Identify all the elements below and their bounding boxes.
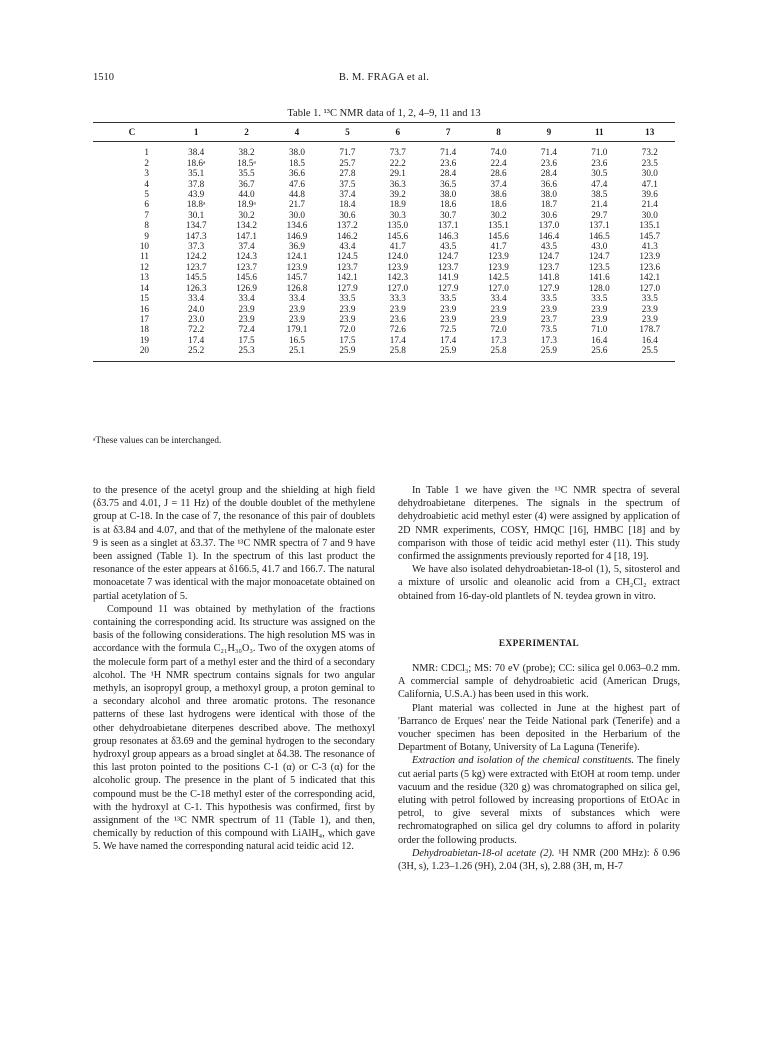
shift-value: 142.5 [488, 272, 509, 283]
carbon-label: 11 [140, 251, 149, 262]
table-caption: Table 1. ¹³C NMR data of 1, 2, 4–9, 11 and 13 [287, 108, 481, 119]
shift-value: 18.6 [440, 199, 457, 210]
carbon-label: 12 [139, 261, 149, 272]
table-row [93, 189, 675, 199]
shift-value: 23.9 [238, 313, 255, 324]
shift-value: 17.3 [540, 334, 557, 345]
paragraph: Compound 11 was obtained by methylation of the fractions containing the corresponding acid. Its structure was assigned on the basis of the following considerations. The high resolution MS was in accordance with the formula C₂₁H₃₀O₃. Two of the oxygen atoms of the molecule form part of a methyl ester and the third of a secondary alcohol. The ¹H NMR spectrum contains signals for two angular methyls, an isopropyl group, a methoxyl group, a proton geminal to a secondary alcohol and three aromatic protons. The resonance patterns of these last hydrogens were identical with those of the other dehydroabietane diterpenes described above. The methoxyl group resonates at δ3.69 and the geminal hydrogen to the secondary hydroxyl group appears as a broad singlet at δ4.38. The resonance of this last proton pointed to the positions C-1 (α) or C-3 (α) for the alcoholic group. The presence in the plant of 5 indicated that this compound must be the C-18 methyl ester of the corresponding acid, with the hydroxyl at C-1. This hypothesis was confirmed, first by assignment of the ¹³C NMR spectrum of 11 (Table 1), and then, chemically by reduction of this compound with LiAlH₄, which gave 5. We have named the corresponding natural acid teidic acid 12. [93, 603, 375, 853]
shift-value: 146.5 [588, 230, 610, 241]
subheading: Extraction and isolation of the chemical constituents. [412, 755, 634, 767]
shift-value: 128.0 [588, 282, 610, 293]
shift-value: 47.1 [641, 178, 658, 189]
shift-value: 35.1 [188, 168, 205, 179]
column-header: 4 [272, 123, 322, 142]
shift-value: 38.4 [188, 147, 205, 158]
shift-value: 137.0 [538, 220, 560, 231]
shift-value: 33.5 [339, 293, 356, 304]
shift-value: 37.3 [188, 241, 205, 252]
carbon-label: 18 [139, 324, 149, 335]
shift-value: 18.9 [389, 199, 406, 210]
shift-value: 126.8 [286, 282, 308, 293]
shift-value: 27.8 [339, 168, 356, 179]
shift-value: 38.5 [591, 189, 608, 200]
shift-value: 73.5 [540, 324, 557, 335]
column-header: 6 [373, 123, 423, 142]
shift-value: 123.9 [488, 251, 509, 262]
shift-value: 17.5 [238, 334, 255, 345]
carbon-label: 1 [144, 147, 149, 158]
table-row [93, 158, 675, 168]
shift-value: 23.9 [641, 303, 658, 314]
shift-value: 127.9 [337, 282, 358, 293]
shift-value: 146.3 [437, 230, 459, 241]
shift-value: 71.7 [339, 147, 356, 158]
shift-value: 23.9 [490, 313, 507, 324]
shift-value: 33.4 [288, 293, 306, 304]
shift-value: 25.7 [339, 157, 356, 168]
shift-value: 25.9 [423, 345, 473, 361]
shift-value: 25.6 [574, 345, 624, 361]
shift-value: 37.4 [490, 178, 507, 189]
shift-value: 25.9 [524, 345, 574, 361]
shift-value: 71.4 [440, 147, 457, 158]
shift-value: 127.9 [538, 282, 560, 293]
shift-value: 135.1 [488, 220, 509, 231]
column-header: 7 [423, 123, 473, 142]
shift-value: 127.0 [639, 282, 661, 293]
column-header: 2 [221, 123, 271, 142]
shift-value: 30.3 [389, 209, 406, 220]
shift-value: 30.7 [440, 209, 457, 220]
shift-value: 124.7 [437, 251, 459, 262]
shift-value: 18.6ᵃ [186, 157, 206, 168]
shift-value: 18.5ᵃ [237, 157, 256, 168]
table-row [93, 314, 675, 324]
shift-value: 142.1 [639, 272, 661, 283]
shift-value: 30.0 [288, 209, 306, 220]
table-row [93, 142, 675, 158]
shift-value: 33.4 [490, 293, 507, 304]
shift-value: 141.9 [437, 272, 459, 283]
shift-value: 38.6 [490, 189, 507, 200]
table-row [93, 335, 675, 345]
shift-value: 23.6 [540, 157, 557, 168]
shift-value: 17.5 [339, 334, 356, 345]
shift-value: 30.1 [188, 209, 205, 220]
shift-value: 23.9 [339, 303, 356, 314]
carbon-label: 9 [144, 230, 149, 241]
shift-value: 36.6 [540, 178, 557, 189]
shift-value: 123.9 [387, 261, 409, 272]
shift-value: 28.6 [490, 168, 507, 179]
shift-value: 47.6 [288, 178, 306, 189]
shift-value: 41.3 [641, 241, 658, 252]
shift-value: 23.9 [540, 303, 557, 314]
shift-value: 23.7 [540, 313, 557, 324]
shift-value: 29.7 [591, 209, 608, 220]
shift-value: 137.2 [337, 220, 358, 231]
shift-value: 17.3 [490, 334, 507, 345]
shift-value: 22.4 [490, 157, 507, 168]
shift-value: 123.9 [639, 251, 661, 262]
shift-value: 72.0 [490, 324, 507, 335]
shift-value: 137.1 [437, 220, 459, 231]
shift-value: 23.9 [389, 303, 406, 314]
table-row [93, 231, 675, 241]
shift-value: 38.0 [440, 189, 457, 200]
shift-value: 21.4 [591, 199, 608, 210]
shift-value: 145.6 [387, 230, 409, 241]
subheading: Dehydroabietan-18-ol acetate (2). [412, 847, 555, 859]
paragraph [398, 847, 680, 873]
shift-value: 18.8ᵃ [186, 199, 206, 210]
table-row [93, 345, 675, 361]
table-header-row [93, 123, 675, 142]
shift-value: 135.0 [387, 220, 409, 231]
carbon-label: 4 [144, 178, 149, 189]
shift-value: 123.7 [337, 261, 358, 272]
shift-value: 145.6 [236, 272, 257, 283]
carbon-label: 20 [93, 345, 171, 361]
shift-value: 72.2 [188, 324, 205, 335]
shift-value: 146.2 [337, 230, 358, 241]
table-row [93, 199, 675, 209]
shift-value: 25.5 [625, 345, 675, 361]
shift-value: 18.5 [288, 157, 306, 168]
shift-value: 37.4 [339, 189, 356, 200]
table-row [93, 293, 675, 303]
shift-value: 124.0 [387, 251, 409, 262]
shift-value: 123.9 [286, 261, 308, 272]
shift-value: 142.1 [337, 272, 358, 283]
shift-value: 73.7 [389, 147, 406, 158]
shift-value: 123.6 [639, 261, 661, 272]
shift-value: 74.0 [490, 147, 507, 158]
shift-value: 23.9 [591, 303, 608, 314]
carbon-label: 16 [139, 303, 149, 314]
shift-value: 18.7 [540, 199, 557, 210]
table-row [93, 168, 675, 178]
shift-value: 123.7 [236, 261, 257, 272]
left-text-column [93, 484, 375, 854]
shift-value: 28.4 [540, 168, 557, 179]
shift-value: 25.8 [473, 345, 523, 361]
shift-value: 38.0 [540, 189, 557, 200]
shift-value: 23.9 [490, 303, 507, 314]
shift-value: 146.9 [286, 230, 308, 241]
shift-value: 72.0 [339, 324, 356, 335]
shift-value: 25.1 [272, 345, 322, 361]
shift-value: 21.7 [288, 199, 306, 210]
shift-value: 124.5 [337, 251, 358, 262]
shift-value: 44.0 [238, 189, 255, 200]
shift-value: 23.9 [288, 303, 306, 314]
carbon-label: 6 [144, 199, 149, 210]
shift-value: 43.5 [540, 241, 557, 252]
shift-value: 127.0 [387, 282, 409, 293]
shift-value: 17.4 [389, 334, 406, 345]
shift-value: 123.9 [488, 261, 509, 272]
shift-value: 17.4 [440, 334, 457, 345]
shift-value: 38.2 [238, 147, 255, 158]
carbon-label: 5 [144, 189, 149, 200]
shift-value: 41.7 [490, 241, 507, 252]
shift-value: 47.4 [591, 178, 608, 189]
paragraph-text: The finely cut aerial parts (5 kg) were extracted with EtOH at room temp. under vacuum and the residue (320 g) was chromatographed on silica gel, eluting with petrol followed by increasing proportions of EtOAc in petrol, to give several mixts of substances which were rechromatographed on silica gel dry columns to afford in polarity order the following products. [398, 755, 680, 846]
column-header: 9 [524, 123, 574, 142]
shift-value: 23.9 [440, 303, 457, 314]
shift-value: 127.0 [488, 282, 509, 293]
table-row [93, 251, 675, 261]
shift-value: 145.7 [286, 272, 308, 283]
nmr-data-table [93, 122, 675, 362]
shift-value: 142.3 [387, 272, 409, 283]
shift-value: 71.0 [591, 324, 608, 335]
shift-value: 43.5 [440, 241, 457, 252]
shift-value: 33.5 [591, 293, 608, 304]
table-row [93, 283, 675, 293]
shift-value: 124.7 [538, 251, 560, 262]
shift-value: 21.4 [641, 199, 658, 210]
shift-value: 141.6 [588, 272, 610, 283]
table-row [93, 324, 675, 334]
column-header: 11 [574, 123, 624, 142]
table-footnote: ᵃThese values can be interchanged. [93, 435, 222, 445]
shift-value: 123.7 [185, 261, 207, 272]
shift-value: 37.5 [339, 178, 356, 189]
shift-value: 124.2 [185, 251, 207, 262]
shift-value: 145.7 [639, 230, 661, 241]
shift-value: 178.7 [639, 324, 661, 335]
carbon-label: 13 [139, 272, 149, 283]
carbon-label: 14 [139, 282, 149, 293]
shift-value: 145.5 [185, 272, 207, 283]
column-header: C [93, 123, 171, 142]
paragraph: to the presence of the acetyl group and the shielding at high field (δ3.75 and 4.01, J = 11 Hz) of the double doublet of the methylene group at C-18. In the case of 7, the resonance of this pair of doublets is at δ3.84 and 4.07, and that of the methylene of the malonate ester 9 is seen as a singlet at δ3.37. The ¹³C NMR spectra of 7 and 9 have been assigned (Table 1). In the spectrum of this last product the resonance of the ester appears at δ166.5, 41.7 and 166.7. The natural monoacetate 7 was identical with the major monoacetate obtained on partial acetylation of 5. [93, 485, 375, 602]
shift-value: 44.8 [288, 189, 306, 200]
shift-value: 71.0 [591, 147, 608, 158]
shift-value: 36.7 [238, 178, 255, 189]
carbon-label: 3 [144, 168, 149, 179]
shift-value: 17.4 [188, 334, 205, 345]
running-authors: B. M. FRAGA et al. [338, 72, 430, 83]
shift-value: 30.2 [490, 209, 507, 220]
table-body [93, 142, 675, 361]
shift-value: 38.0 [288, 147, 306, 158]
shift-value: 30.2 [238, 209, 255, 220]
shift-value: 33.5 [641, 293, 658, 304]
shift-value: 24.0 [188, 303, 205, 314]
shift-value: 126.3 [185, 282, 207, 293]
carbon-label: 2 [144, 157, 149, 168]
shift-value: 134.7 [185, 220, 207, 231]
shift-value: 16.4 [591, 334, 608, 345]
table-row [93, 210, 675, 220]
page-number: 1510 [93, 72, 114, 83]
shift-value: 36.5 [440, 178, 457, 189]
shift-value: 23.9 [641, 313, 658, 324]
carbon-label: 15 [139, 293, 149, 304]
shift-value: 123.7 [437, 261, 459, 272]
shift-value: 23.9 [238, 303, 255, 314]
shift-value: 23.9 [440, 313, 457, 324]
paragraph-text: ¹H NMR (200 MHz): δ 0.96 (3H, s), 1.23–1.26 (9H), 2.04 (3H, s), 2.88 (3H, m, H-7 [398, 847, 681, 873]
running-header [93, 72, 675, 88]
carbon-label: 10 [139, 241, 149, 252]
shift-value: 30.0 [641, 209, 658, 220]
shift-value: 23.6 [389, 313, 406, 324]
shift-value: 33.3 [389, 293, 406, 304]
shift-value: 30.0 [641, 168, 658, 179]
paragraph: NMR: CDCl₃; MS: 70 eV (probe); CC: silica gel 0.063–0.2 mm. A commercial sample of dehydroabietic acid (American Drugs, California, U.S.A.) has been used in this work. [398, 663, 680, 701]
shift-value: 126.9 [236, 282, 257, 293]
right-text-column [398, 484, 680, 873]
shift-value: 72.5 [440, 324, 457, 335]
shift-value: 147.1 [236, 230, 257, 241]
table-row [93, 262, 675, 272]
paragraph [398, 754, 680, 846]
shift-value: 72.4 [238, 324, 255, 335]
shift-value: 16.5 [288, 334, 306, 345]
shift-value: 29.1 [389, 168, 406, 179]
section-heading-experimental: EXPERIMENTAL [498, 637, 580, 648]
paragraph: Plant material was collected in June at the highest part of 'Barranco de Erques' near the Teide National park (Tenerife) and a voucher specimen has been deposited in the Herbarium of the Department of Botany, University of La Laguna (Tenerife). [398, 702, 680, 754]
shift-value: 30.6 [540, 209, 557, 220]
shift-value: 33.4 [238, 293, 255, 304]
shift-value: 28.4 [440, 168, 457, 179]
table-row [93, 241, 675, 251]
shift-value: 23.6 [440, 157, 457, 168]
shift-value: 39.2 [389, 189, 406, 200]
shift-value: 36.9 [288, 241, 306, 252]
shift-value: 18.9ᵃ [237, 199, 256, 210]
shift-value: 33.4 [188, 293, 205, 304]
shift-value: 23.5 [641, 157, 658, 168]
shift-value: 134.2 [236, 220, 257, 231]
shift-value: 124.3 [236, 251, 257, 262]
shift-value: 37.4 [238, 241, 255, 252]
shift-value: 22.2 [389, 157, 406, 168]
shift-value: 145.6 [488, 230, 509, 241]
shift-value: 141.8 [538, 272, 560, 283]
carbon-label: 8 [144, 220, 149, 231]
shift-value: 25.2 [171, 345, 221, 361]
shift-value: 127.9 [437, 282, 459, 293]
shift-value: 23.6 [591, 157, 608, 168]
shift-value: 36.3 [389, 178, 406, 189]
shift-value: 73.2 [641, 147, 658, 158]
paragraph: We have also isolated dehydroabietan-18-ol (1), 5, sitosterol and a mixture of ursolic and oleanolic acid from a CH₂Cl₂ extract obtained from 16-day-old plantlets of N. teydea grown in vitro. [398, 564, 680, 602]
table-row [93, 220, 675, 230]
shift-value: 16.4 [641, 334, 658, 345]
shift-value: 124.7 [588, 251, 610, 262]
column-header: 1 [171, 123, 221, 142]
shift-value: 72.6 [389, 324, 406, 335]
shift-value: 124.1 [286, 251, 308, 262]
shift-value: 37.8 [188, 178, 205, 189]
shift-value: 179.1 [286, 324, 308, 335]
table-row [93, 304, 675, 314]
carbon-label: 7 [144, 209, 149, 220]
shift-value: 43.9 [188, 189, 205, 200]
carbon-label: 19 [139, 334, 149, 345]
shift-value: 18.6 [490, 199, 507, 210]
shift-value: 137.1 [588, 220, 610, 231]
column-header: 13 [625, 123, 675, 142]
column-header: 5 [322, 123, 372, 142]
shift-value: 23.9 [339, 313, 356, 324]
table-row [93, 272, 675, 282]
shift-value: 123.7 [538, 261, 560, 272]
shift-value: 25.3 [221, 345, 271, 361]
table-row [93, 179, 675, 189]
shift-value: 135.1 [639, 220, 661, 231]
shift-value: 123.5 [588, 261, 610, 272]
shift-value: 30.5 [591, 168, 608, 179]
shift-value: 35.5 [238, 168, 255, 179]
shift-value: 23.0 [188, 313, 205, 324]
carbon-label: 17 [139, 313, 149, 324]
shift-value: 25.9 [322, 345, 372, 361]
shift-value: 33.5 [540, 293, 557, 304]
shift-value: 23.9 [288, 313, 306, 324]
shift-value: 43.0 [591, 241, 608, 252]
shift-value: 147.3 [185, 230, 207, 241]
shift-value: 33.5 [440, 293, 457, 304]
shift-value: 25.8 [373, 345, 423, 361]
column-header: 8 [473, 123, 523, 142]
shift-value: 43.4 [339, 241, 356, 252]
shift-value: 39.6 [641, 189, 658, 200]
shift-value: 23.9 [591, 313, 608, 324]
paragraph: In Table 1 we have given the ¹³C NMR spectra of several dehydroabietane diterpenes. The signals in the spectrum of dehydroabietic acid methyl ester (4) were assigned by application of 2D NMR experiments, COSY, HMQC [16], HMBC [18] and by comparison with those of teidic acid methyl ester (11). This study confirmed the assignments previously reported for 4 [18, 19]. [398, 485, 680, 563]
shift-value: 134.6 [286, 220, 308, 231]
shift-value: 146.4 [538, 230, 560, 241]
shift-value: 30.6 [339, 209, 356, 220]
shift-value: 36.6 [288, 168, 306, 179]
shift-value: 18.4 [339, 199, 356, 210]
shift-value: 71.4 [540, 147, 557, 158]
shift-value: 41.7 [389, 241, 406, 252]
